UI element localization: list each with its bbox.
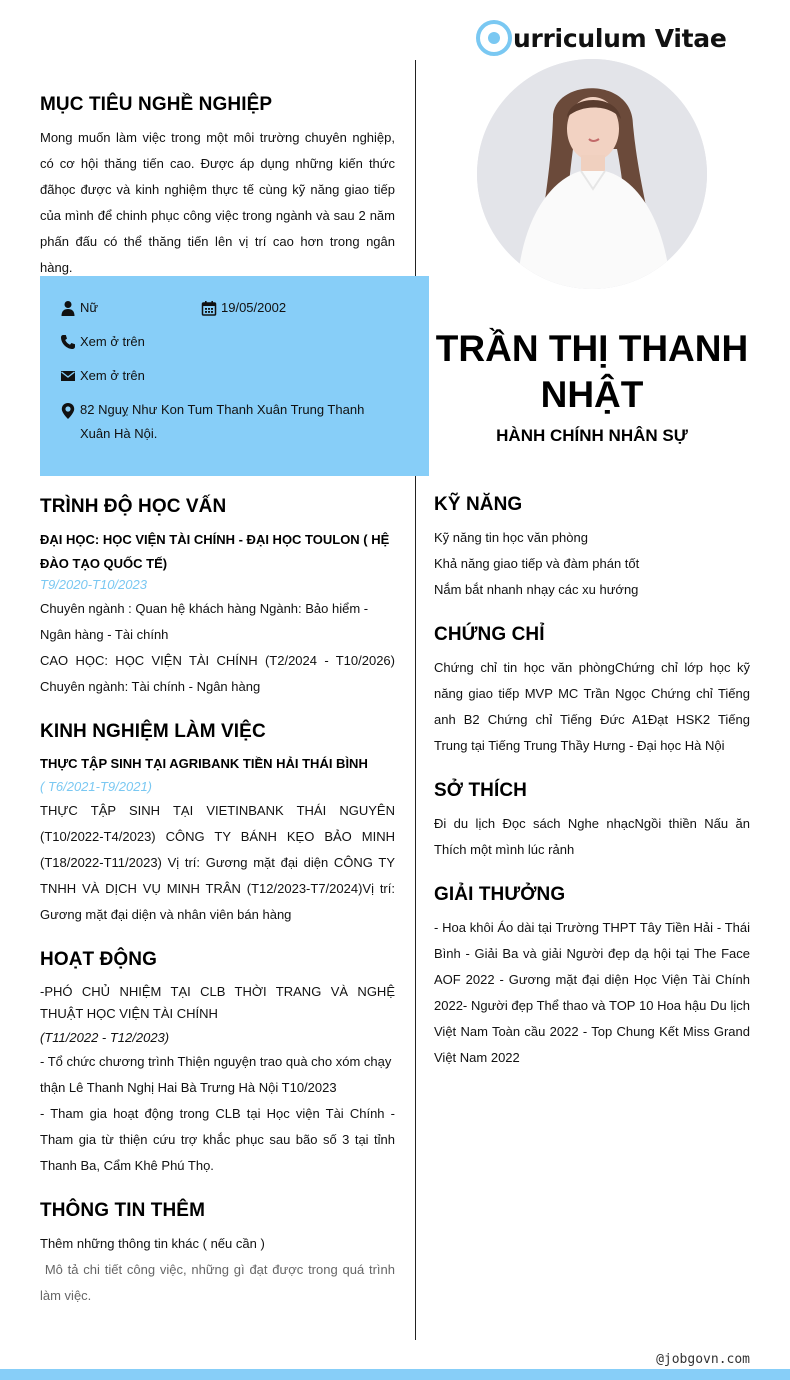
gender-row <box>60 296 98 320</box>
hobbies-heading: SỞ THÍCH <box>434 780 528 801</box>
skill-item: Kỹ năng tin học văn phòng <box>434 530 588 545</box>
footer-watermark: @jobgovn.com <box>656 1352 750 1367</box>
experience-details: THỰC TẬP SINH TẠI VIETINBANK THÁI NGUYÊN (T10/2022-T4/2023) CÔNG TY BÁNH KẸO BẢO MINH (T18/2022-T11/2023) Vị trí: Gương mặt đại diện CÔNG TY TNHH VÀ DỊCH VỤ MINH TRÂN (T12/2023-T7/2024)Vị trí: Gương mặt đại diện và nhân viên bán hàng <box>40 803 395 922</box>
education-major: Chuyên ngành : Quan hệ khách hàng Ngành: Bảo hiểm - Ngân hàng - Tài chính <box>40 601 369 642</box>
experience-period: ( T6/2021-T9/2021) <box>40 779 153 794</box>
phone-icon <box>60 334 76 350</box>
phone-value: Xem ở trên <box>80 334 145 349</box>
address-value: 82 Nguỵ Như Kon Tum Thanh Xuân Trung Thanh Xuân Hà Nội. <box>80 402 365 441</box>
hobbies-text: Đi du lịch Đọc sách Nghe nhạcNgồi thiền Nấu ăn Thích một mình lúc rảnh <box>434 816 750 857</box>
job-title: HÀNH CHÍNH NHÂN SỰ <box>496 426 688 445</box>
activities-period: (T11/2022 - T12/2023) <box>40 1030 170 1045</box>
location-pin-icon <box>60 402 76 420</box>
gender-value: Nữ <box>80 300 99 315</box>
awards-heading: GIẢI THƯỞNG <box>434 884 566 905</box>
profile-photo <box>477 59 707 289</box>
full-name-line2: NHẬT <box>540 374 644 415</box>
extra-line1: Thêm những thông tin khác ( nếu cần ) <box>40 1236 265 1251</box>
column-divider-top <box>415 60 416 276</box>
extra-line2: Mô tả chi tiết công việc, những gì đạt được trong quá trình làm việc. <box>40 1262 399 1303</box>
extra-heading: THÔNG TIN THÊM <box>40 1200 205 1221</box>
address-row <box>60 398 380 446</box>
portrait-image <box>477 59 707 289</box>
footer-bar <box>0 1369 790 1380</box>
email-value: Xem ở trên <box>80 368 145 383</box>
education-heading: TRÌNH ĐỘ HỌC VẤN <box>40 496 227 517</box>
dob-row <box>201 296 286 320</box>
phone-row <box>60 330 145 354</box>
experience-title: THỰC TẬP SINH TẠI AGRIBANK TIỀN HẢI THÁI BÌNH <box>40 756 368 771</box>
skill-item: Khả năng giao tiếp và đàm phán tốt <box>434 556 640 571</box>
full-name-line1: TRẦN THỊ THANH <box>435 328 749 369</box>
activities-item1: -PHÓ CHỦ NHIỆM TẠI CLB THỜI TRANG VÀ NGHỆ THUẬT HỌC VIỆN TÀI CHÍNH <box>40 984 395 1021</box>
awards-text: - Hoa khôi Áo dài tại Trường THPT Tây Tiền Hải - Thái Bình - Giải Ba và giải Người đẹp dạ hội tại The Face AOF 2022 - Gương mặt đại diện Học Viện Tài Chính 2022- Người đẹp Thể thao và TOP 10 Hoa hậu Du lịch Việt Nam Toàn cầu 2022 - Top Chung Kết Miss Grand Việt Nam 2022 <box>434 920 750 1065</box>
calendar-icon <box>201 300 217 316</box>
full-name <box>420 326 764 418</box>
email-row <box>60 364 145 388</box>
activities-item3: - Tham gia hoạt động trong CLB tại Học viện Tài Chính - Tham gia từ thiện cứu trợ khắc phục sau bão số 3 tại tỉnh Thanh Ba, Cẩm Khê Phú Thọ. <box>40 1106 395 1173</box>
activities-heading: HOẠT ĐỘNG <box>40 949 158 970</box>
contact-info-box <box>40 276 429 476</box>
column-divider-bottom <box>415 476 416 1340</box>
logo-c-icon <box>476 20 512 56</box>
education-postgrad: CAO HỌC: HỌC VIỆN TÀI CHÍNH (T2/2024 - T10/2026) Chuyên ngành: Tài chính - Ngân hàng <box>40 653 395 694</box>
dob-value: 19/05/2002 <box>221 300 287 315</box>
person-icon <box>60 300 76 316</box>
education-school: ĐẠI HỌC: HỌC VIỆN TÀI CHÍNH - ĐẠI HỌC TOULON ( HỆ ĐÀO TẠO QUỐC TẾ) <box>40 532 390 571</box>
activities-item2: - Tổ chức chương trình Thiện nguyện trao quà cho xóm chạy thận Lê Thanh Nghị Hai Bà Trưng Hà Nội T10/2023 <box>40 1054 392 1095</box>
education-period: T9/2020-T10/2023 <box>40 577 147 592</box>
objective-heading: MỤC TIÊU NGHỀ NGHIỆP <box>40 94 273 115</box>
certificates-heading: CHỨNG CHỈ <box>434 624 545 645</box>
mail-icon <box>60 368 76 384</box>
skill-item: Nắm bắt nhanh nhạy các xu hướng <box>434 582 639 597</box>
skills-heading: KỸ NĂNG <box>434 494 523 515</box>
cv-logo <box>476 16 727 60</box>
logo-text: urriculum Vitae <box>513 23 727 53</box>
objective-text: Mong muốn làm việc trong một môi trường chuyên nghiệp, có cơ hội thăng tiến cao. Được áp dụng những kiến thức đãhọc được và kinh nghiệm thực tế cùng kỹ năng giao tiếp của mình để chinh phục công việc trong ngành và sau 2 năm phấn đấu có thể thăng tiến lên vị trí cao hơn trong ngân hàng. <box>40 130 395 275</box>
experience-heading: KINH NGHIỆM LÀM VIỆC <box>40 721 266 742</box>
certificates-text: Chứng chỉ tin học văn phòngChứng chỉ lớp học kỹ năng giao tiếp MVP MC Trần Ngọc Chứng chỉ Tiếng anh B2 Chứng chỉ Tiếng Đức A1Đạt HSK2 Tiếng Trung tại Tiếng Trung Thầy Hưng - Đại học Hà Nội <box>434 660 750 753</box>
